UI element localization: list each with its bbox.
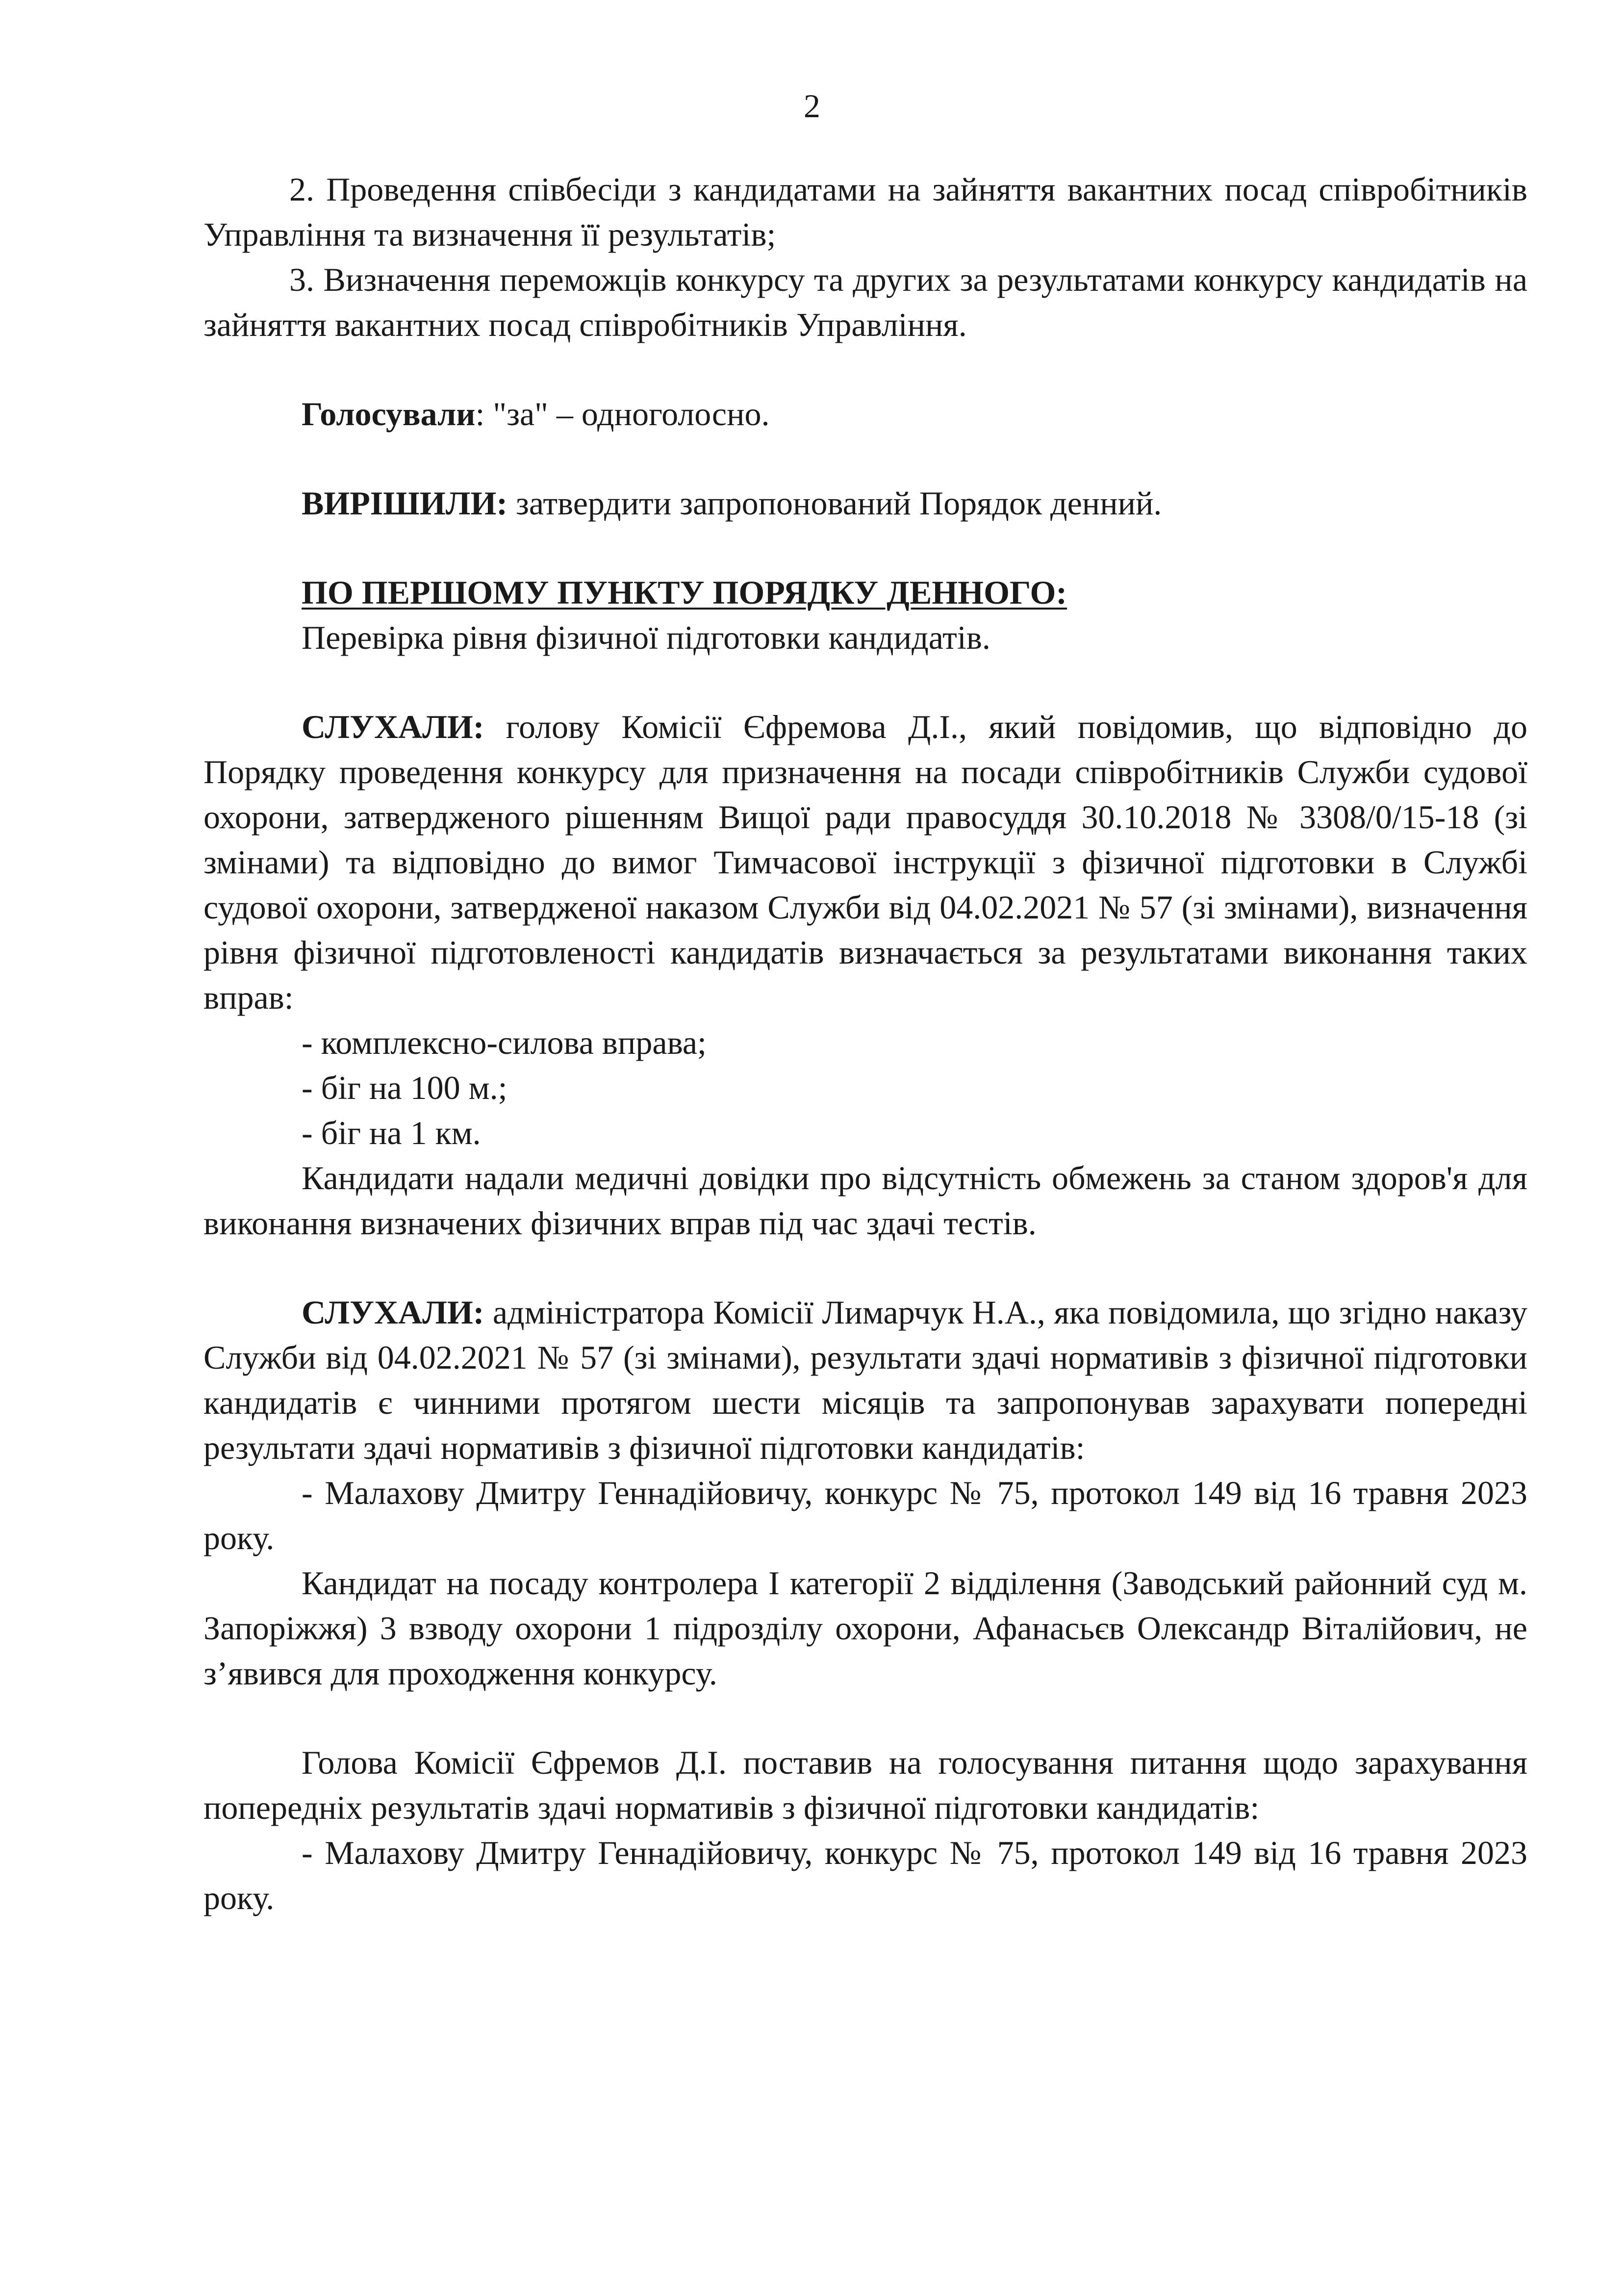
decision-line [302,481,1527,526]
decision-label: ВИРІШИЛИ: [302,484,508,522]
heard-paragraph-2 [203,1290,1527,1470]
medical-note: Кандидати надали медичні довідки про відсутність обмежень за станом здоров'я для виконання визначених фізичних вправ під час здачі тестів. [203,1159,1527,1242]
exercise-item: - біг на 1 км. [302,1114,481,1151]
agenda-item-3: 3. Визначення переможців конкурсу та других за результатами конкурсу кандидатів на зайняття вакантних посад співробітників Управління. [203,261,1527,343]
candidate-item: - Малахову Дмитру Геннадійовичу, конкурс № 75, протокол 149 від 16 травня 2023 року. [203,1474,1527,1556]
heard-label-1: СЛУХАЛИ: [302,708,484,745]
document-body [203,167,1527,1920]
vote-line [302,391,1527,436]
decision-text: затвердити запропонований Порядок денний. [508,484,1162,522]
section-heading [302,570,1527,615]
section-subtitle: Перевірка рівня фізичної підготовки кандидатів. [302,619,990,656]
page-number: 2 [804,87,820,125]
vote-text: : "за" – одноголосно. [475,395,770,433]
section-heading-text: ПО ПЕРШОМУ ПУНКТУ ПОРЯДКУ ДЕННОГО: [302,574,1067,611]
heard-paragraph-1 [203,704,1527,1020]
heard-text-1: голову Комісії Єфремова Д.І., який повідомив, що відповідно до Порядку проведення конкурсу для призначення на посади співробітників Служби судової охорони, затвердженого рішенням Вищої ради правосуддя 30.10.2018 № 3308/0/15-18 (зі змінами) та відповідно до вимог Тимчасової інструкції з фізичної підготовки в Службі судової охорони, затвердженої наказом Служби від 04.02.2021 № 57 (зі змінами), визначення рівня фізичної підготовленості кандидатів визначається за результатами виконання таких вправ: [203,708,1527,1016]
candidate-item: - Малахову Дмитру Геннадійовичу, конкурс № 75, протокол 149 від 16 травня 2023 року. [203,1834,1527,1916]
heard-text-2: адміністратора Комісії Лимарчук Н.А., яка повідомила, що згідно наказу Служби від 04.02.2021 № 57 (зі змінами), результати здачі нормативів з фізичної підготовки кандидатів є чинними протягом шести місяців та запропонував зарахувати попередні результати здачі нормативів з фізичної підготовки кандидатів: [203,1294,1527,1466]
chair-vote-paragraph: Голова Комісії Єфремов Д.І. поставив на голосування питання щодо зарахування попередніх результатів здачі нормативів з фізичної підготовки кандидатів: [203,1744,1527,1826]
absent-candidate-note: Кандидат на посаду контролера І категорії 2 відділення (Заводський районний суд м. Запоріжжя) 3 взводу охорони 1 підрозділу охорони, Афанасьєв Олександр Віталійович, не з’явився для проходження конкурсу. [203,1564,1527,1692]
exercise-item: - біг на 100 м.; [302,1069,508,1106]
vote-label: Голосували [302,395,476,433]
exercise-item: - комплексно-силова вправа; [302,1024,707,1061]
agenda-item-2: 2. Проведення співбесіди з кандидатами на зайняття вакантних посад співробітників Управління та визначення її результатів; [203,171,1527,253]
heard-label-2: СЛУХАЛИ: [302,1294,484,1331]
